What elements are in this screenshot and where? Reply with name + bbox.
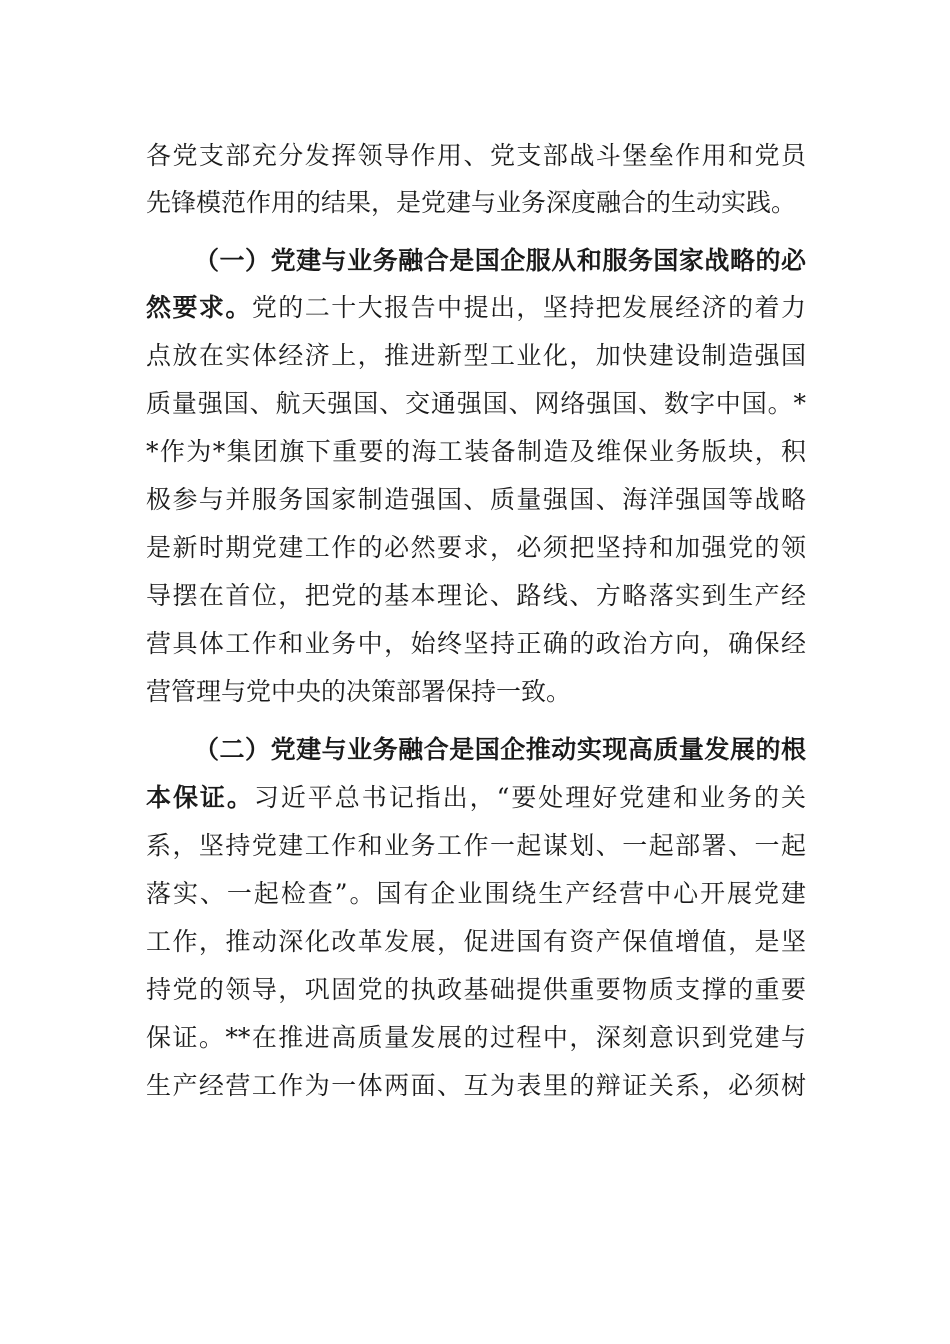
section1-line-7: 是新时期党建工作的必然要求，必须把坚持和加强党的领 xyxy=(146,533,806,562)
section2-heading: （二）党建与业务融合是国企推动实现高质量发展的根 xyxy=(194,735,806,764)
section2-line-2 xyxy=(146,778,806,818)
section2-line-6: 持党的领导，巩固党的执政基础提供重要物质支撑的重要 xyxy=(146,975,806,1004)
section2-line-7: 保证。**在推进高质量发展的过程中，深刻意识到党建与 xyxy=(146,1023,806,1052)
section1-line-6: 极参与并服务国家制造强国、质量强国、海洋强国等战略 xyxy=(146,485,806,514)
section1-heading-end: 然要求。 xyxy=(146,293,252,322)
section1-line-2-text: 党的二十大报告中提出，坚持把发展经济的着力 xyxy=(251,293,806,322)
section1-line-4: 质量强国、航天强国、交通强国、网络强国、数字中国。* xyxy=(146,389,806,418)
section1-line-8: 导摆在首位，把党的基本理论、路线、方略落实到生产经 xyxy=(146,581,806,610)
section1-line-2 xyxy=(146,288,806,328)
section2-line-5: 工作，推动深化改革发展，促进国有资产保值增值，是坚 xyxy=(146,927,806,956)
section2-line-8: 生产经营工作为一体两面、互为表里的辩证关系，必须树 xyxy=(146,1071,806,1100)
section2-line-4: 落实、一起检查”。国有企业围绕生产经营中心开展党建 xyxy=(146,879,806,908)
section1-line-9: 营具体工作和业务中，始终坚持正确的政治方向，确保经 xyxy=(146,629,806,658)
section1-line-3: 点放在实体经济上，推进新型工业化，加快建设制造强国 xyxy=(146,341,806,370)
intro-line-1: 各党支部充分发挥领导作用、党支部战斗堡垒作用和党员 xyxy=(146,141,806,170)
intro-line-2: 先锋模范作用的结果，是党建与业务深度融合的生动实践。 xyxy=(146,188,797,217)
section1-heading: （一）党建与业务融合是国企服从和服务国家战略的必 xyxy=(194,246,806,275)
section1-line-5: *作为*集团旗下重要的海工装备制造及维保业务版块，积 xyxy=(146,437,806,466)
section1-line-10: 营管理与党中央的决策部署保持一致。 xyxy=(146,677,572,706)
section2-line-3: 系，坚持党建工作和业务工作一起谋划、一起部署、一起 xyxy=(146,831,806,860)
section2-heading-end: 本保证。 xyxy=(146,783,254,812)
section2-line-2-text: 习近平总书记指出，“要处理好党建和业务的关 xyxy=(253,783,806,812)
